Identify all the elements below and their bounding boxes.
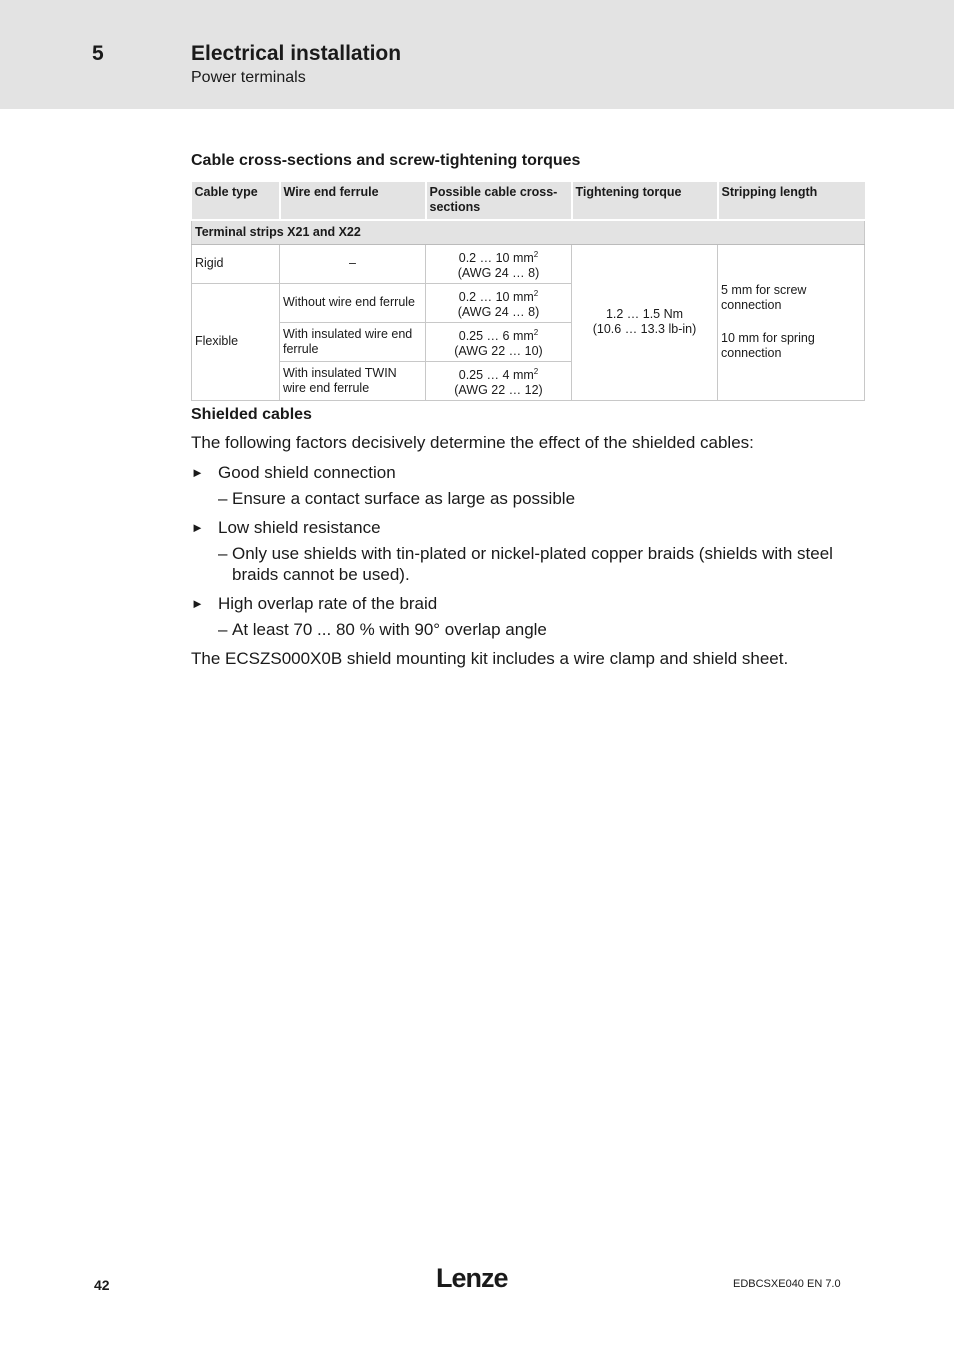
superscript: 2 — [533, 249, 539, 259]
list-item-detail — [218, 488, 858, 509]
cross-section-value: 0.25 … 6 mm — [458, 328, 534, 343]
group-label: Terminal strips X21 and X22 — [192, 220, 865, 244]
table-header-row — [192, 182, 865, 220]
list-item-label: Low shield resistance — [218, 518, 381, 537]
list-item-label: Good shield connection — [218, 463, 396, 482]
cell-cable-type: Rigid — [192, 244, 280, 283]
brand-logo: Lenze — [436, 1263, 508, 1293]
strip-spring: 10 mm for spring connection — [721, 331, 815, 360]
table-row — [192, 244, 865, 283]
column-header-cable-type: Cable type — [192, 182, 280, 220]
dash-mark: – — [218, 544, 228, 563]
chapter-subtitle: Power terminals — [191, 69, 306, 86]
dash-mark: – — [218, 489, 228, 508]
torque-imperial: (10.6 … 13.3 lb-in) — [592, 322, 697, 336]
superscript: 2 — [533, 288, 539, 298]
bullet-arrow-icon: ► — [191, 596, 204, 611]
cross-section-value: 0.25 … 4 mm — [458, 367, 534, 382]
cell-ferrule: Without wire end ferrule — [280, 283, 426, 322]
cell-ferrule: – — [280, 244, 426, 283]
cell-stripping-length — [718, 244, 865, 400]
section-title: Cable cross-sections and screw-tightening torques — [191, 152, 581, 169]
column-header-cross-sections: Possible cable cross-sections — [426, 182, 572, 220]
column-header-stripping-length: Stripping length — [718, 182, 865, 220]
list-item-detail — [218, 619, 858, 640]
torque-metric: 1.2 … 1.5 Nm — [605, 307, 684, 321]
chapter-title: Electrical installation — [191, 42, 402, 65]
page-number: 42 — [94, 1277, 110, 1293]
dash-mark: – — [218, 620, 228, 639]
document-id: EDBCSXE040 EN 7.0 — [733, 1278, 841, 1290]
table-group-row — [192, 220, 865, 244]
shielded-intro: The following factors decisively determine the effect of the shielded cables: — [191, 433, 754, 452]
cell-ferrule: With insulated TWIN wire end ferrule — [280, 361, 426, 400]
cell-cross-section — [426, 283, 572, 322]
cell-torque — [572, 244, 718, 400]
detail-text: Ensure a contact surface as large as possible — [232, 489, 576, 508]
superscript: 2 — [533, 366, 539, 376]
detail-text: At least 70 ... 80 % with 90° overlap angle — [232, 620, 547, 639]
awg-value: (AWG 24 … 8) — [457, 304, 540, 319]
cell-cable-type: Flexible — [192, 283, 280, 400]
bullet-arrow-icon: ► — [191, 465, 204, 480]
cross-section-value: 0.2 … 10 mm — [458, 289, 534, 304]
shielded-outro: The ECSZS000X0B shield mounting kit includes a wire clamp and shield sheet. — [191, 649, 789, 668]
awg-value: (AWG 22 … 12) — [454, 382, 543, 397]
awg-value: (AWG 24 … 8) — [457, 265, 540, 280]
cross-section-value: 0.2 … 10 mm — [458, 250, 534, 265]
superscript: 2 — [533, 327, 539, 337]
page-header — [0, 0, 954, 109]
column-header-tightening-torque: Tightening torque — [572, 182, 718, 220]
strip-screw: 5 mm for screw connection — [721, 283, 807, 312]
list-item-label: High overlap rate of the braid — [218, 594, 438, 613]
column-header-wire-end-ferrule: Wire end ferrule — [280, 182, 426, 220]
bullet-arrow-icon: ► — [191, 520, 204, 535]
cell-cross-section — [426, 244, 572, 283]
detail-text: Only use shields with tin-plated or nickel-plated copper braids (shields with steel braids cannot be used). — [232, 544, 833, 584]
cell-cross-section — [426, 322, 572, 361]
cell-ferrule: With insulated wire end ferrule — [280, 322, 426, 361]
chapter-number: 5 — [92, 42, 104, 65]
list-item-detail — [218, 543, 858, 585]
shielded-cables-title: Shielded cables — [191, 406, 312, 423]
awg-value: (AWG 22 … 10) — [454, 343, 543, 358]
cable-spec-table — [191, 182, 865, 401]
cell-cross-section — [426, 361, 572, 400]
